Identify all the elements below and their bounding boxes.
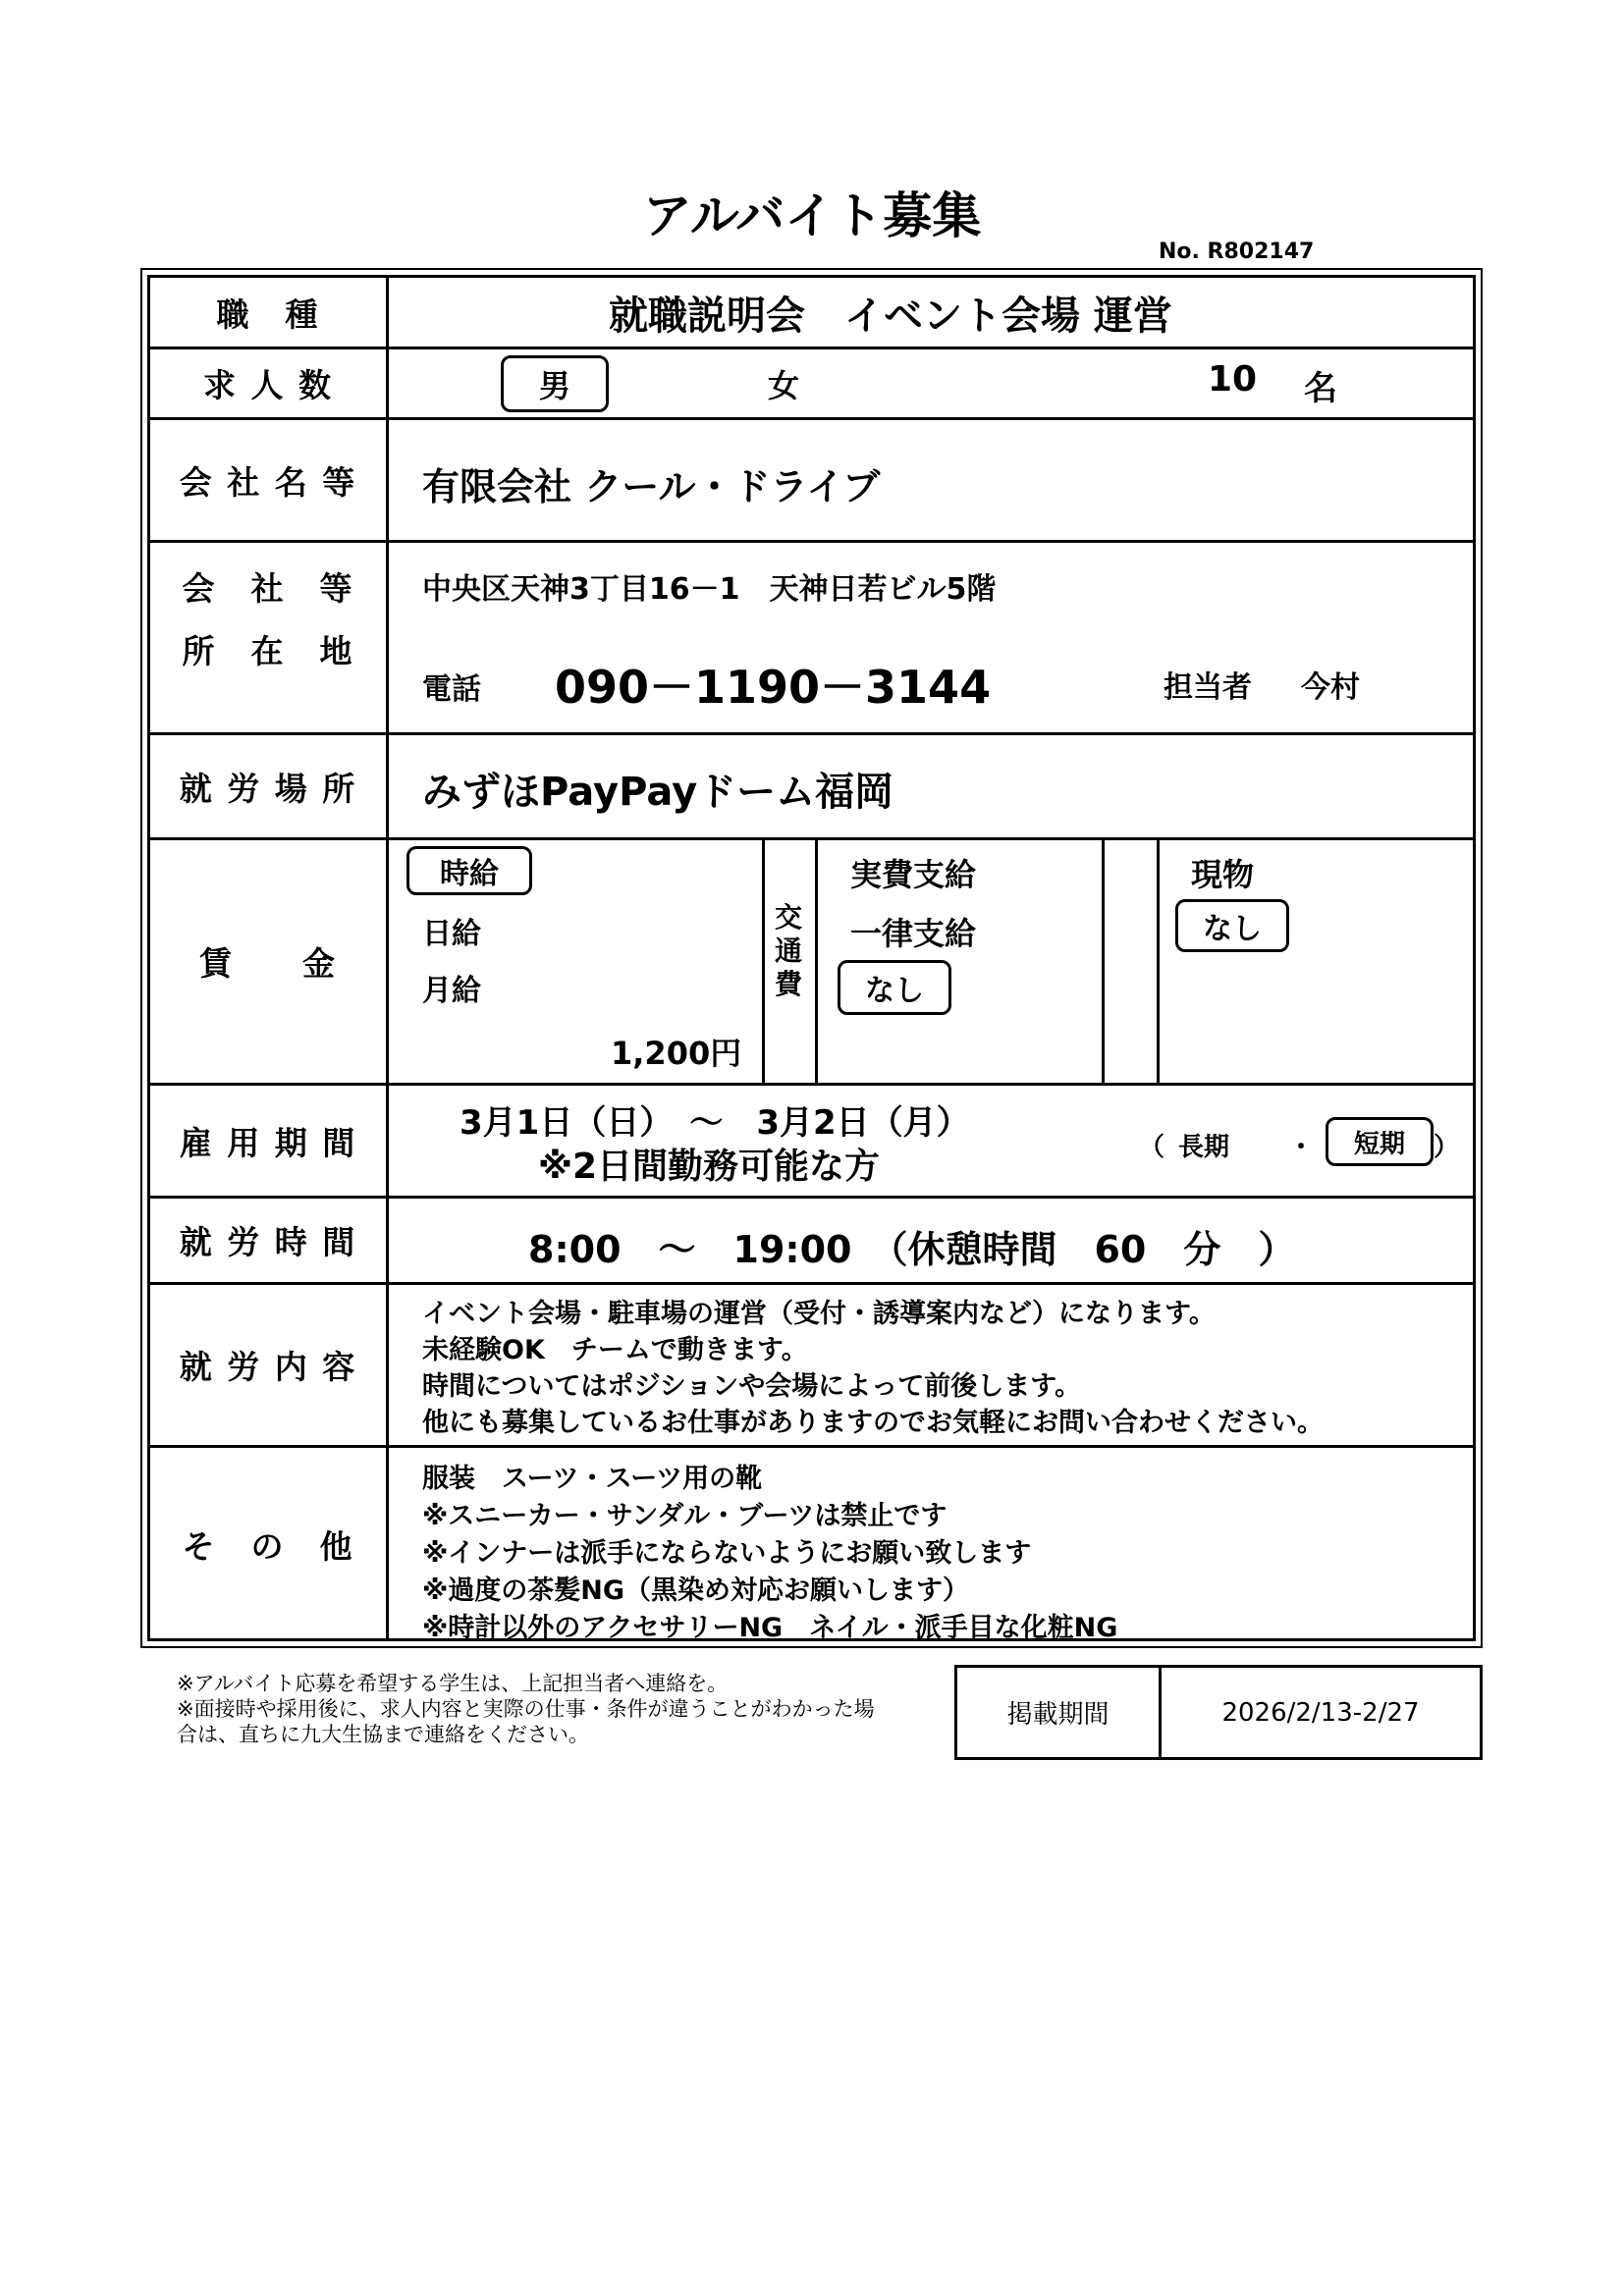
wage-divider bbox=[762, 837, 765, 1083]
row-divider bbox=[147, 540, 1476, 543]
content-line: 未経験OK チームで動きます。 bbox=[422, 1335, 808, 1365]
address-label-line-2: 所 在 地 bbox=[182, 631, 354, 670]
wage-amount: 1,200円 bbox=[611, 1035, 742, 1072]
headcount-value: 10 bbox=[1208, 359, 1258, 400]
workplace-value: みずほPayPayドーム福岡 bbox=[422, 770, 894, 815]
posting-period-value: 2026/2/13-2/27 bbox=[1159, 1665, 1483, 1760]
company-name: 有限会社 クール・ドライブ bbox=[422, 465, 881, 508]
headcount-unit: 名 bbox=[1304, 369, 1337, 408]
content-line: 他にも募集しているお仕事がありますのでお気軽にお問い合わせください。 bbox=[422, 1408, 1324, 1438]
wage-divider bbox=[1157, 837, 1160, 1083]
document-number: No. R802147 bbox=[1159, 240, 1315, 264]
posting-period-label: 掲載期間 bbox=[954, 1665, 1162, 1760]
contact-name: 今村 bbox=[1301, 670, 1360, 705]
female-option: 女 bbox=[768, 367, 800, 404]
other-line: ※インナーは派手にならないようにお願い致します bbox=[422, 1538, 1032, 1569]
page-title: アルバイト募集 bbox=[642, 187, 982, 244]
contact-label: 担当者 bbox=[1164, 670, 1252, 705]
period-dates: 3月1日（日） ～ 3月2日（月） bbox=[460, 1103, 970, 1143]
footer-note: 合は、直ちに九大生協まで連絡をください。 bbox=[177, 1723, 589, 1746]
term-close-paren: ） bbox=[1434, 1133, 1460, 1162]
content-line: イベント会場・駐車場の運営（受付・誘導案内など）になります。 bbox=[422, 1299, 1216, 1329]
transport-label: 交通費 bbox=[774, 901, 802, 1000]
other-line: ※過度の茶髪NG（黒染め対応お願いします） bbox=[422, 1575, 970, 1606]
hours-value: 8:00 ～ 19:00 （休憩時間 60 分 ） bbox=[528, 1228, 1296, 1271]
other-label: そ の 他 bbox=[182, 1527, 354, 1566]
wage-label: 賃 金 bbox=[199, 944, 337, 983]
term-long-option: 長期 bbox=[1178, 1133, 1230, 1162]
footer-note: ※アルバイト応募を希望する学生は、上記担当者へ連絡を。 bbox=[177, 1672, 729, 1695]
content-label: 就 労 内 容 bbox=[179, 1348, 357, 1386]
label-column-divider bbox=[386, 275, 389, 1641]
phone-number: 090－1190－3144 bbox=[555, 661, 992, 714]
monthly-option: 月給 bbox=[422, 974, 481, 1008]
term-separator: ・ bbox=[1288, 1133, 1315, 1162]
content-line: 時間についてはポジションや会場によって前後します。 bbox=[422, 1371, 1082, 1402]
headcount-label: 求 人 数 bbox=[203, 366, 333, 404]
hours-label: 就 労 時 間 bbox=[179, 1223, 357, 1261]
wage-divider bbox=[1102, 837, 1105, 1083]
term-short-circled: 短期 bbox=[1326, 1117, 1434, 1166]
transport-flat-option: 一律支給 bbox=[850, 915, 977, 952]
hourly-option-circled: 時給 bbox=[406, 846, 532, 895]
daily-option: 日給 bbox=[422, 917, 481, 951]
phone-label: 電話 bbox=[422, 672, 481, 707]
period-note: ※2日間勤務可能な方 bbox=[538, 1147, 881, 1187]
wage-divider bbox=[815, 837, 818, 1083]
workplace-label: 就 労 場 所 bbox=[179, 769, 357, 808]
job-type-value: 就職説明会 イベント会場 運営 bbox=[609, 294, 1172, 339]
term-open-paren: （ bbox=[1139, 1133, 1165, 1162]
in-kind-value-circled: なし bbox=[1175, 899, 1289, 952]
other-line: 服装 スーツ・スーツ用の靴 bbox=[422, 1464, 763, 1494]
address-value: 中央区天神3丁目16－1 天神日若ビル5階 bbox=[422, 572, 997, 607]
other-line: ※スニーカー・サンダル・ブーツは禁止です bbox=[422, 1501, 947, 1531]
period-label: 雇 用 期 間 bbox=[179, 1123, 357, 1162]
job-type-label: 職 種 bbox=[216, 294, 320, 334]
other-line: ※時計以外のアクセサリーNG ネイル・派手目な化粧NG bbox=[422, 1613, 1118, 1643]
transport-actual-option: 実費支給 bbox=[850, 856, 977, 893]
male-option-circled: 男 bbox=[501, 355, 609, 412]
footer-note: ※面接時や採用後に、求人内容と実際の仕事・条件が違うことがわかった場 bbox=[177, 1697, 875, 1721]
transport-value-circled: なし bbox=[838, 960, 951, 1015]
in-kind-label: 現物 bbox=[1191, 856, 1255, 893]
company-label: 会 社 名 等 bbox=[179, 462, 357, 502]
address-label-line-1: 会 社 等 bbox=[182, 568, 354, 608]
